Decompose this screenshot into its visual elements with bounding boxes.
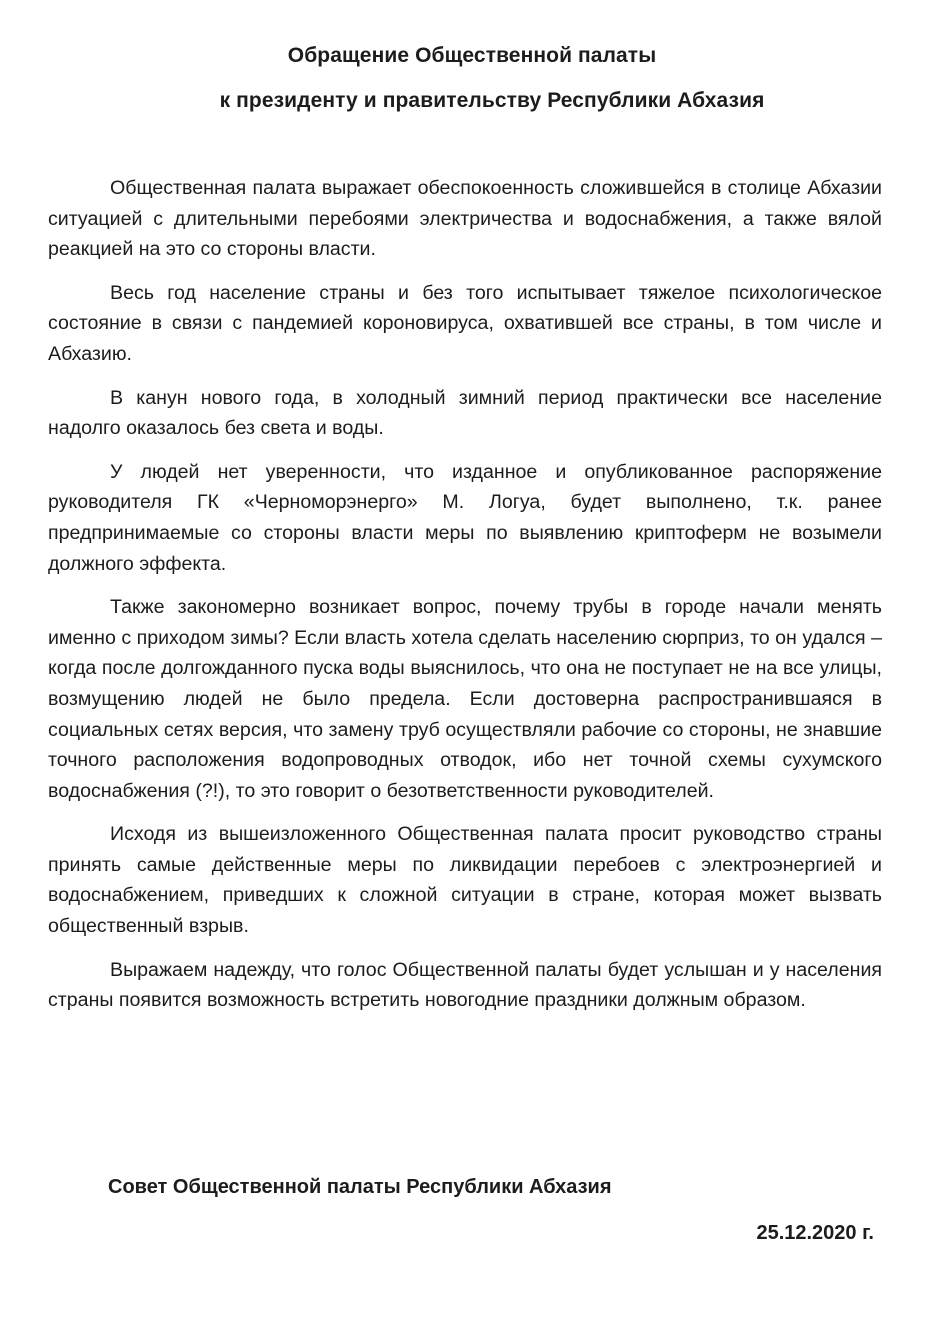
paragraph-4: У людей нет уверенности, что изданное и опубликованное распоряжение руководителя ГК «Черноморэнерго» М. Логуа, будет выполнено, т.к. ранее предпринимаемые со стороны власти меры по выявлению криптоферм не возымели должного эффекта. (48, 460, 882, 575)
paragraph-2: Весь год население страны и без того испытывает тяжелое психологическое состояние в связи с пандемией короновируса, охватившей все страны, в том числе и Абхазию. (48, 281, 882, 365)
document-date: 25.12.2020 г. (756, 1222, 874, 1244)
paragraph-3: В канун нового года, в холодный зимний период практически все население надолго оказалось без света и воды. (48, 386, 882, 440)
paragraph-7: Выражаем надежду, что голос Общественной палаты будет услышан и у населения страны появится возможность встретить новогодние праздники должным образом. (48, 958, 882, 1012)
paragraph-1: Общественная палата выражает обеспокоенность сложившейся в столице Абхазии ситуацией с длительными перебоями электричества и водоснабжения, а также вялой реакцией на это со стороны власти. (48, 177, 882, 261)
document-body (48, 173, 882, 1016)
signature: Совет Общественной палаты Республики Абхазия (108, 1176, 612, 1198)
document-title-line-2: к президенту и правительству Республики Абхазия (219, 89, 765, 112)
document-title-line-1: Обращение Общественной палаты (287, 44, 657, 67)
paragraph-5: Также закономерно возникает вопрос, почему трубы в городе начали менять именно с приходом зимы? Если власть хотела сделать населению сюрприз, то он удался – когда после долгожданного пуска воды выяснилось, что она не поступает не на все улицы, возмущению людей не было предела. Если достоверна распространившаяся в социальных сетях версия, что замену труб осуществляли рабочие со стороны, не знавшие точного расположения водопроводных отводок, ибо нет точной схемы сухумского водоснабжения (?!), то это говорит о безответственности руководителей. (48, 596, 882, 802)
paragraph-6: Исходя из вышеизложенного Общественная палата просит руководство страны принять самые действенные меры по ликвидации перебоев с электроэнергией и водоснабжением, приведших к сложной ситуации в стране, которая может вызвать общественный взрыв. (48, 823, 882, 938)
